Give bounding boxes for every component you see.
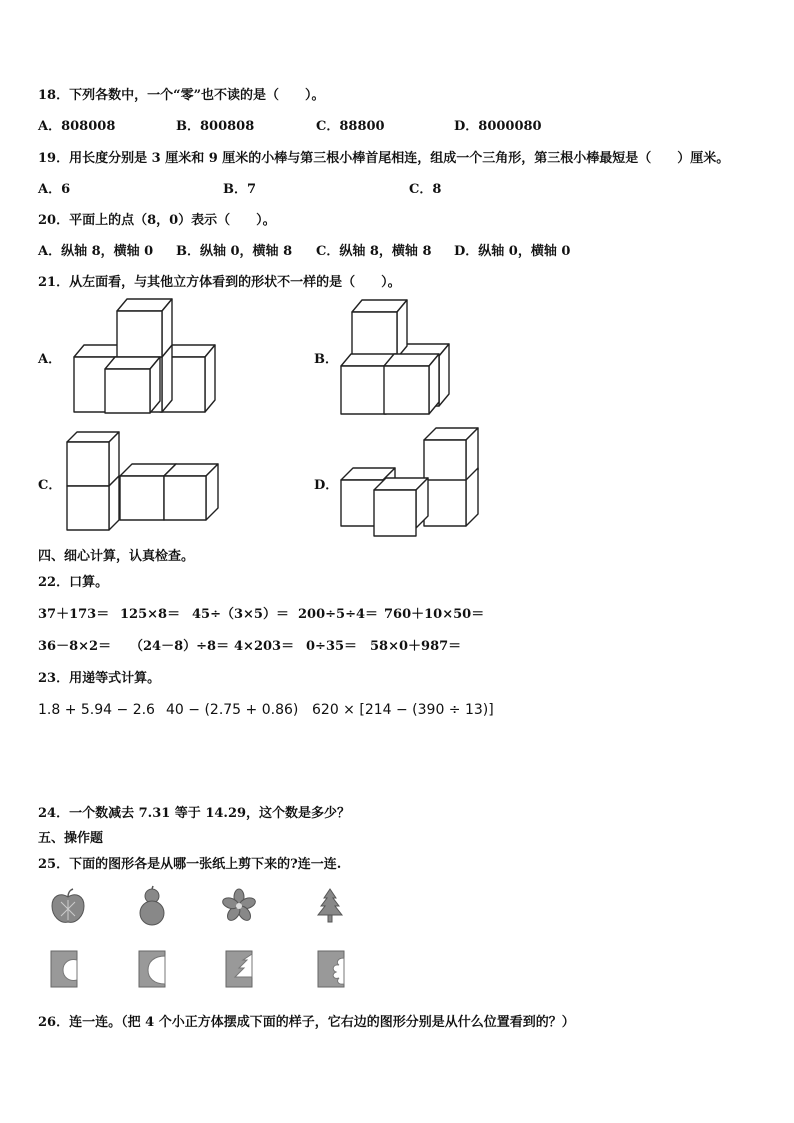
q19-option-a: A．6 [38, 182, 71, 197]
paper-tree-cut-icon [225, 950, 255, 990]
question-26-stem: 26．连一连。（把 4 个小正方体摆成下面的样子，它右边的图形分别是从什么位置看到的？） [38, 1015, 575, 1030]
section-5-heading: 五、操作题 [38, 831, 104, 846]
paper-apple-cut-icon [50, 950, 80, 990]
oral-calc-7: （24－8）÷8＝ [130, 639, 230, 654]
gourd-icon [136, 886, 168, 926]
q20-option-b: B．纵轴 0，横轴 8 [176, 244, 293, 259]
apple-icon [50, 888, 86, 926]
q18-option-d: D．8000080 [454, 119, 542, 134]
paper-flower-cut-icon [317, 950, 347, 990]
oral-calc-6: 36－8×2＝ [38, 639, 112, 654]
question-24-stem: 24．一个数减去 7.31 等于 14.29，这个数是多少？ [38, 806, 351, 821]
question-25-stem: 25．下面的图形各是从哪一张纸上剪下来的?连一连. [38, 857, 342, 872]
section-4-heading: 四、细心计算，认真检查。 [38, 549, 195, 564]
q18-option-a: A．808008 [38, 119, 116, 134]
q20-option-d: D．纵轴 0，横轴 0 [454, 244, 571, 259]
cube-figure-a [60, 295, 230, 420]
oral-calc-10: 58×0＋987＝ [370, 639, 462, 654]
cube-figure-c [62, 430, 222, 535]
oral-calc-1: 37＋173＝ [38, 607, 110, 622]
question-22-stem: 22．口算。 [38, 575, 109, 590]
q18-option-b: B．800808 [176, 119, 255, 134]
q19-option-c: C．8 [409, 182, 442, 197]
stepwise-expr-3: 620 × [214 − (390 ÷ 13)] [312, 702, 494, 718]
oral-calc-5: 760＋10×50＝ [384, 607, 485, 622]
cube-figure-b [338, 298, 458, 418]
q20-option-c: C．纵轴 8，横轴 8 [316, 244, 432, 259]
q21-label-a: A． [38, 352, 62, 367]
q20-option-a: A．纵轴 8，横轴 0 [38, 244, 154, 259]
oral-calc-4: 200÷5÷4＝ [298, 607, 379, 622]
cube-figure-d [338, 426, 488, 536]
q21-label-d: D． [314, 478, 339, 493]
flower-icon [221, 889, 257, 923]
stepwise-expr-1: 1.8 + 5.94 − 2.6 [38, 702, 155, 718]
paper-round-cut-icon [138, 950, 168, 990]
oral-calc-3: 45÷（3×5）＝ [192, 607, 289, 622]
oral-calc-8: 4×203＝ [234, 639, 295, 654]
question-18-stem: 18．下列各数中，一个“零”也不读的是（ ）。 [38, 88, 325, 103]
stepwise-expr-2: 40 − (2.75 + 0.86) [166, 702, 299, 718]
q18-option-c: C．88800 [316, 119, 385, 134]
q21-label-c: C． [38, 478, 62, 493]
question-21-stem: 21．从左面看，与其他立方体看到的形状不一样的是（ ）。 [38, 275, 401, 290]
q21-label-b: B． [314, 352, 338, 367]
question-20-stem: 20．平面上的点（8，0）表示（ ）。 [38, 213, 276, 228]
question-23-stem: 23．用递等式计算。 [38, 671, 161, 686]
tree-icon [316, 888, 344, 924]
oral-calc-2: 125×8＝ [120, 607, 181, 622]
oral-calc-9: 0÷35＝ [306, 639, 358, 654]
question-19-stem: 19．用长度分别是 3 厘米和 9 厘米的小棒与第三根小棒首尾相连，组成一个三角形，第三根小棒最短是（ ）厘米。 [38, 151, 730, 166]
q19-option-b: B．7 [223, 182, 257, 197]
